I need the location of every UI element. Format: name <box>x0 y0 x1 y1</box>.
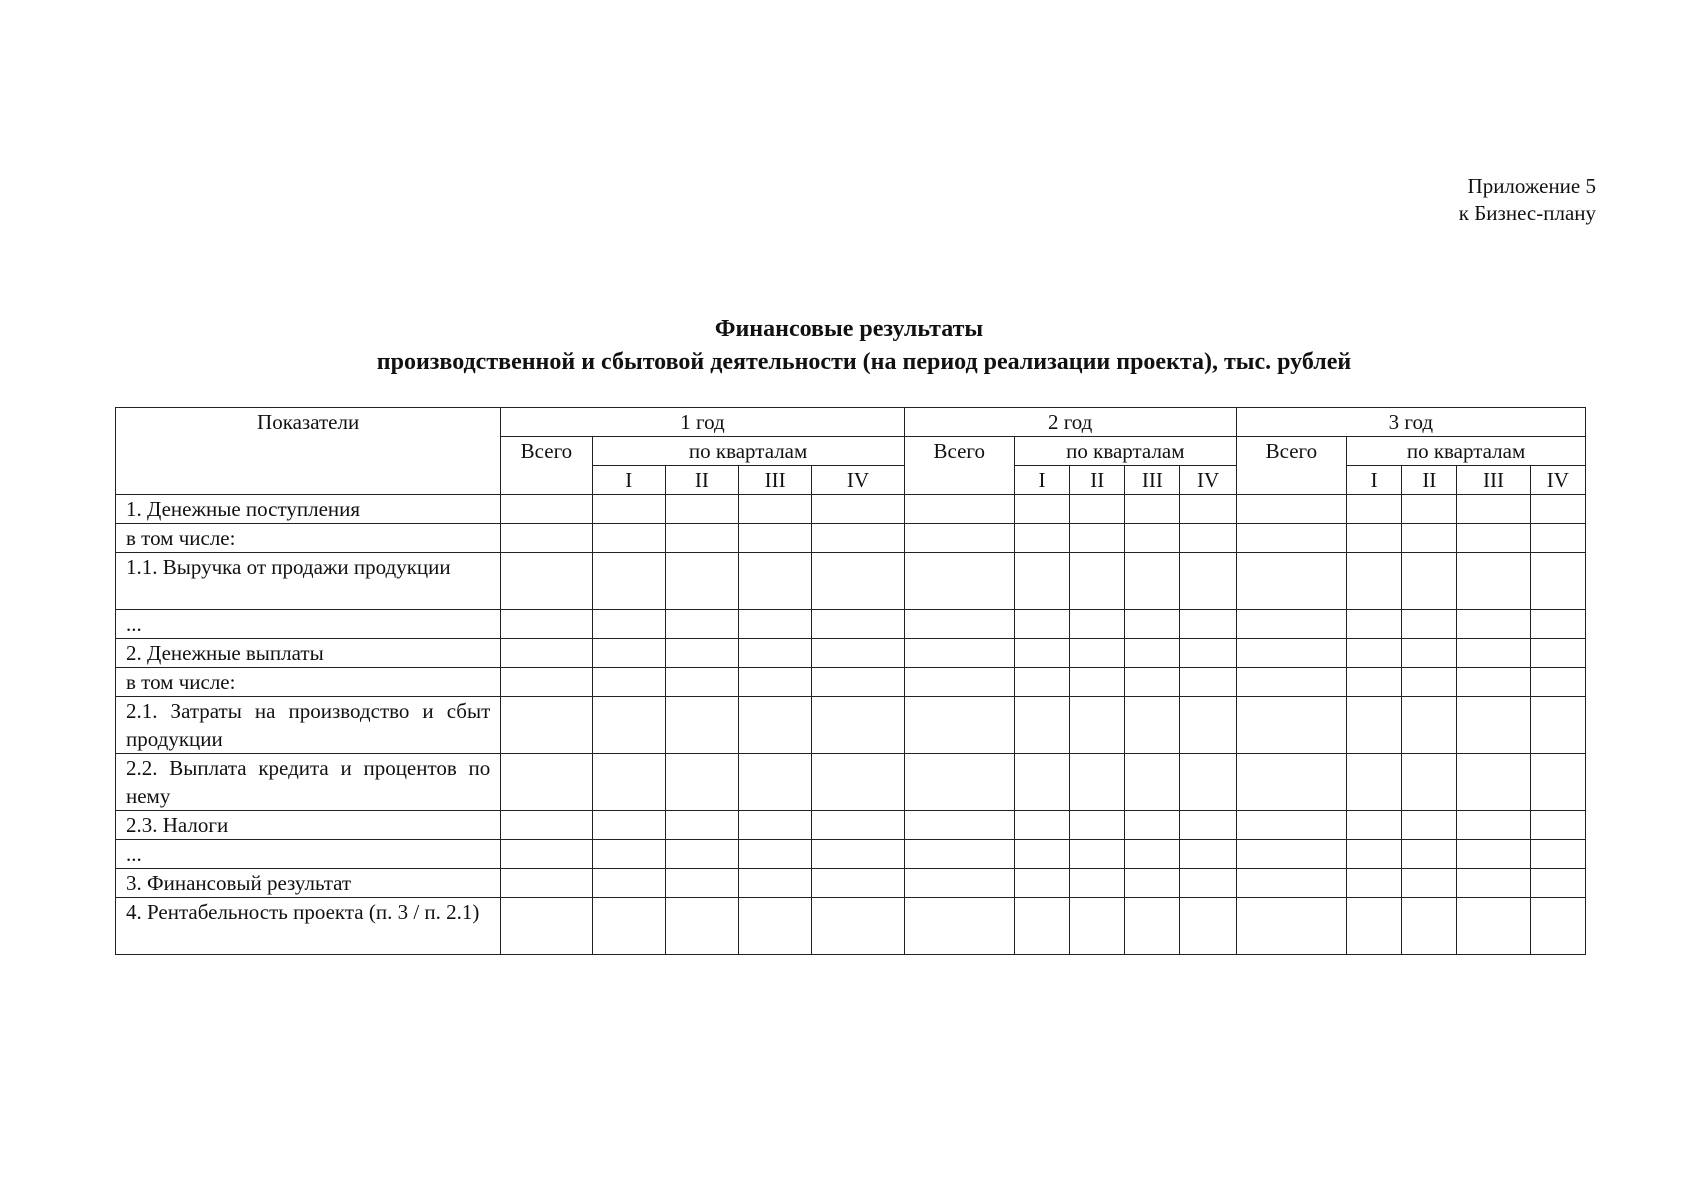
year-header: 2 год <box>904 408 1236 437</box>
total-header: Всего <box>904 437 1014 495</box>
value-cell[interactable] <box>1457 697 1530 754</box>
value-cell[interactable] <box>1070 495 1125 524</box>
row-label: 2.3. Налоги <box>116 811 501 840</box>
value-cell[interactable] <box>1402 898 1457 955</box>
value-cell[interactable] <box>1402 840 1457 869</box>
value-cell[interactable] <box>1014 697 1069 754</box>
value-cell[interactable] <box>1457 840 1530 869</box>
financial-results-table <box>115 407 1586 955</box>
document-title <box>0 313 1698 379</box>
value-cell[interactable] <box>501 754 592 811</box>
value-cell[interactable] <box>1236 754 1346 811</box>
value-cell[interactable] <box>812 811 904 840</box>
value-cell[interactable] <box>1457 811 1530 840</box>
value-cell[interactable] <box>904 754 1014 811</box>
value-cell[interactable] <box>501 524 592 553</box>
value-cell[interactable] <box>1070 697 1125 754</box>
value-cell[interactable] <box>739 898 812 955</box>
header-row-years <box>116 408 1586 437</box>
value-cell[interactable] <box>1125 668 1180 697</box>
value-cell[interactable] <box>904 610 1014 639</box>
value-cell[interactable] <box>1530 553 1585 610</box>
value-cell[interactable] <box>1402 495 1457 524</box>
value-cell[interactable] <box>592 668 665 697</box>
value-cell[interactable] <box>812 639 904 668</box>
total-header: Всего <box>501 437 592 495</box>
quarter-header: III <box>739 466 812 495</box>
value-cell[interactable] <box>1180 811 1236 840</box>
value-cell[interactable] <box>1236 668 1346 697</box>
quarter-header: IV <box>1530 466 1585 495</box>
value-cell[interactable] <box>1402 524 1457 553</box>
value-cell[interactable] <box>739 840 812 869</box>
value-cell[interactable] <box>501 697 592 754</box>
value-cell[interactable] <box>1125 495 1180 524</box>
row-label: ... <box>116 840 501 869</box>
row-label: 1.1. Выручка от продажи продукции <box>116 553 501 610</box>
quarter-header: III <box>1457 466 1530 495</box>
value-cell[interactable] <box>592 524 665 553</box>
value-cell[interactable] <box>1014 553 1069 610</box>
value-cell[interactable] <box>904 668 1014 697</box>
value-cell[interactable] <box>1180 898 1236 955</box>
value-cell[interactable] <box>501 553 592 610</box>
value-cell[interactable] <box>1457 553 1530 610</box>
row-label: в том числе: <box>116 668 501 697</box>
value-cell[interactable] <box>665 811 738 840</box>
value-cell[interactable] <box>665 524 738 553</box>
value-cell[interactable] <box>1347 697 1402 754</box>
row-label: 4. Рентабельность проекта (п. 3 / п. 2.1) <box>116 898 501 955</box>
value-cell[interactable] <box>904 869 1014 898</box>
table-row <box>116 610 1586 639</box>
value-cell[interactable] <box>1014 754 1069 811</box>
value-cell[interactable] <box>1236 811 1346 840</box>
table-row <box>116 639 1586 668</box>
value-cell[interactable] <box>1347 610 1402 639</box>
by-quarter-header: по кварталам <box>592 437 904 466</box>
value-cell[interactable] <box>739 524 812 553</box>
value-cell[interactable] <box>1125 697 1180 754</box>
value-cell[interactable] <box>739 697 812 754</box>
value-cell[interactable] <box>501 495 592 524</box>
value-cell[interactable] <box>1402 610 1457 639</box>
value-cell[interactable] <box>1457 639 1530 668</box>
value-cell[interactable] <box>1530 898 1585 955</box>
value-cell[interactable] <box>1457 898 1530 955</box>
value-cell[interactable] <box>1125 754 1180 811</box>
value-cell[interactable] <box>665 610 738 639</box>
value-cell[interactable] <box>592 754 665 811</box>
value-cell[interactable] <box>1180 840 1236 869</box>
value-cell[interactable] <box>1236 898 1346 955</box>
value-cell[interactable] <box>1125 840 1180 869</box>
value-cell[interactable] <box>1014 639 1069 668</box>
value-cell[interactable] <box>1070 668 1125 697</box>
value-cell[interactable] <box>739 610 812 639</box>
value-cell[interactable] <box>592 811 665 840</box>
value-cell[interactable] <box>812 869 904 898</box>
value-cell[interactable] <box>1014 811 1069 840</box>
value-cell[interactable] <box>1180 639 1236 668</box>
table-row <box>116 811 1586 840</box>
value-cell[interactable] <box>1070 869 1125 898</box>
value-cell[interactable] <box>1530 639 1585 668</box>
by-quarter-header: по кварталам <box>1014 437 1236 466</box>
quarter-header: IV <box>1180 466 1236 495</box>
value-cell[interactable] <box>812 697 904 754</box>
title-line-1: Финансовые результаты <box>714 316 984 342</box>
value-cell[interactable] <box>1070 639 1125 668</box>
value-cell[interactable] <box>1347 869 1402 898</box>
value-cell[interactable] <box>1070 610 1125 639</box>
quarter-header: II <box>1070 466 1125 495</box>
value-cell[interactable] <box>1530 754 1585 811</box>
indicators-header: Показатели <box>116 408 501 495</box>
quarter-header: II <box>1402 466 1457 495</box>
quarter-header: I <box>1347 466 1402 495</box>
appendix-note <box>1459 173 1596 227</box>
value-cell[interactable] <box>1236 524 1346 553</box>
value-cell[interactable] <box>1236 840 1346 869</box>
value-cell[interactable] <box>1530 869 1585 898</box>
value-cell[interactable] <box>592 840 665 869</box>
value-cell[interactable] <box>739 553 812 610</box>
value-cell[interactable] <box>592 898 665 955</box>
value-cell[interactable] <box>904 553 1014 610</box>
value-cell[interactable] <box>501 869 592 898</box>
table-row <box>116 553 1586 610</box>
row-label: 1. Денежные поступления <box>116 495 501 524</box>
value-cell[interactable] <box>1014 610 1069 639</box>
value-cell[interactable] <box>739 869 812 898</box>
value-cell[interactable] <box>1125 898 1180 955</box>
row-label: в том числе: <box>116 524 501 553</box>
table-row <box>116 869 1586 898</box>
value-cell[interactable] <box>739 639 812 668</box>
value-cell[interactable] <box>1402 697 1457 754</box>
value-cell[interactable] <box>1180 524 1236 553</box>
quarter-header: I <box>1014 466 1069 495</box>
value-cell[interactable] <box>1014 840 1069 869</box>
value-cell[interactable] <box>665 668 738 697</box>
value-cell[interactable] <box>1530 524 1585 553</box>
value-cell[interactable] <box>1180 610 1236 639</box>
value-cell[interactable] <box>904 639 1014 668</box>
value-cell[interactable] <box>739 754 812 811</box>
value-cell[interactable] <box>1236 610 1346 639</box>
value-cell[interactable] <box>592 869 665 898</box>
value-cell[interactable] <box>1347 639 1402 668</box>
value-cell[interactable] <box>1180 495 1236 524</box>
value-cell[interactable] <box>812 610 904 639</box>
value-cell[interactable] <box>1530 610 1585 639</box>
title-line-2: производственной и сбытовой деятельности (на период реализации проекта), тыс. рублей <box>376 349 1352 375</box>
value-cell[interactable] <box>1402 639 1457 668</box>
value-cell[interactable] <box>1236 869 1346 898</box>
value-cell[interactable] <box>1014 495 1069 524</box>
value-cell[interactable] <box>1180 869 1236 898</box>
value-cell[interactable] <box>1402 553 1457 610</box>
value-cell[interactable] <box>1014 524 1069 553</box>
value-cell[interactable] <box>1530 495 1585 524</box>
table-row <box>116 495 1586 524</box>
table-row <box>116 668 1586 697</box>
value-cell[interactable] <box>1236 553 1346 610</box>
row-label: 3. Финансовый результат <box>116 869 501 898</box>
value-cell[interactable] <box>904 898 1014 955</box>
year-header: 3 год <box>1236 408 1585 437</box>
value-cell[interactable] <box>1180 754 1236 811</box>
value-cell[interactable] <box>665 553 738 610</box>
value-cell[interactable] <box>1457 869 1530 898</box>
value-cell[interactable] <box>1530 697 1585 754</box>
value-cell[interactable] <box>665 639 738 668</box>
value-cell[interactable] <box>812 668 904 697</box>
value-cell[interactable] <box>592 697 665 754</box>
value-cell[interactable] <box>501 639 592 668</box>
table-row <box>116 754 1586 811</box>
value-cell[interactable] <box>1070 524 1125 553</box>
value-cell[interactable] <box>1347 668 1402 697</box>
appendix-number: Приложение 5 <box>1467 174 1596 198</box>
row-label: 2.1. Затраты на производство и сбыт продукции <box>116 697 501 754</box>
value-cell[interactable] <box>1457 610 1530 639</box>
by-quarter-header: по кварталам <box>1347 437 1586 466</box>
table-row <box>116 898 1586 955</box>
value-cell[interactable] <box>904 697 1014 754</box>
value-cell[interactable] <box>1070 898 1125 955</box>
value-cell[interactable] <box>1347 898 1402 955</box>
quarter-header: IV <box>812 466 904 495</box>
value-cell[interactable] <box>1457 668 1530 697</box>
value-cell[interactable] <box>1180 697 1236 754</box>
value-cell[interactable] <box>592 495 665 524</box>
value-cell[interactable] <box>501 811 592 840</box>
value-cell[interactable] <box>1070 811 1125 840</box>
value-cell[interactable] <box>1125 811 1180 840</box>
value-cell[interactable] <box>812 553 904 610</box>
table-row <box>116 524 1586 553</box>
table-row <box>116 697 1586 754</box>
value-cell[interactable] <box>739 668 812 697</box>
value-cell[interactable] <box>1457 754 1530 811</box>
value-cell[interactable] <box>1180 553 1236 610</box>
value-cell[interactable] <box>904 495 1014 524</box>
value-cell[interactable] <box>1180 668 1236 697</box>
quarter-header: II <box>665 466 738 495</box>
value-cell[interactable] <box>812 840 904 869</box>
value-cell[interactable] <box>1347 553 1402 610</box>
value-cell[interactable] <box>1125 639 1180 668</box>
value-cell[interactable] <box>1402 869 1457 898</box>
value-cell[interactable] <box>592 610 665 639</box>
value-cell[interactable] <box>1014 898 1069 955</box>
row-label: 2. Денежные выплаты <box>116 639 501 668</box>
row-label: 2.2. Выплата кредита и процентов по нему <box>116 754 501 811</box>
value-cell[interactable] <box>1402 754 1457 811</box>
value-cell[interactable] <box>1347 754 1402 811</box>
value-cell[interactable] <box>1014 668 1069 697</box>
value-cell[interactable] <box>665 754 738 811</box>
value-cell[interactable] <box>1125 524 1180 553</box>
value-cell[interactable] <box>1347 524 1402 553</box>
value-cell[interactable] <box>1125 869 1180 898</box>
value-cell[interactable] <box>501 898 592 955</box>
value-cell[interactable] <box>739 811 812 840</box>
table-row <box>116 840 1586 869</box>
quarter-header: I <box>592 466 665 495</box>
value-cell[interactable] <box>665 697 738 754</box>
value-cell[interactable] <box>665 495 738 524</box>
value-cell[interactable] <box>812 495 904 524</box>
value-cell[interactable] <box>1457 524 1530 553</box>
table-header <box>116 408 1586 495</box>
value-cell[interactable] <box>1402 668 1457 697</box>
value-cell[interactable] <box>1070 754 1125 811</box>
value-cell[interactable] <box>665 840 738 869</box>
value-cell[interactable] <box>665 869 738 898</box>
value-cell[interactable] <box>1530 668 1585 697</box>
value-cell[interactable] <box>501 840 592 869</box>
value-cell[interactable] <box>1236 697 1346 754</box>
value-cell[interactable] <box>812 524 904 553</box>
value-cell[interactable] <box>739 495 812 524</box>
value-cell[interactable] <box>1125 553 1180 610</box>
value-cell[interactable] <box>904 840 1014 869</box>
value-cell[interactable] <box>904 524 1014 553</box>
value-cell[interactable] <box>1236 495 1346 524</box>
quarter-header: III <box>1125 466 1180 495</box>
value-cell[interactable] <box>904 811 1014 840</box>
table-body <box>116 495 1586 955</box>
value-cell[interactable] <box>501 610 592 639</box>
value-cell[interactable] <box>1347 495 1402 524</box>
year-header: 1 год <box>501 408 904 437</box>
value-cell[interactable] <box>592 639 665 668</box>
value-cell[interactable] <box>592 553 665 610</box>
value-cell[interactable] <box>1347 840 1402 869</box>
appendix-reference: к Бизнес-плану <box>1458 201 1596 225</box>
value-cell[interactable] <box>1457 495 1530 524</box>
value-cell[interactable] <box>1347 811 1402 840</box>
value-cell[interactable] <box>1530 811 1585 840</box>
value-cell[interactable] <box>665 898 738 955</box>
value-cell[interactable] <box>812 754 904 811</box>
value-cell[interactable] <box>1530 840 1585 869</box>
value-cell[interactable] <box>1402 811 1457 840</box>
total-header: Всего <box>1236 437 1346 495</box>
value-cell[interactable] <box>1070 553 1125 610</box>
value-cell[interactable] <box>1236 639 1346 668</box>
value-cell[interactable] <box>501 668 592 697</box>
value-cell[interactable] <box>1070 840 1125 869</box>
value-cell[interactable] <box>812 898 904 955</box>
row-label: ... <box>116 610 501 639</box>
value-cell[interactable] <box>1014 869 1069 898</box>
value-cell[interactable] <box>1125 610 1180 639</box>
